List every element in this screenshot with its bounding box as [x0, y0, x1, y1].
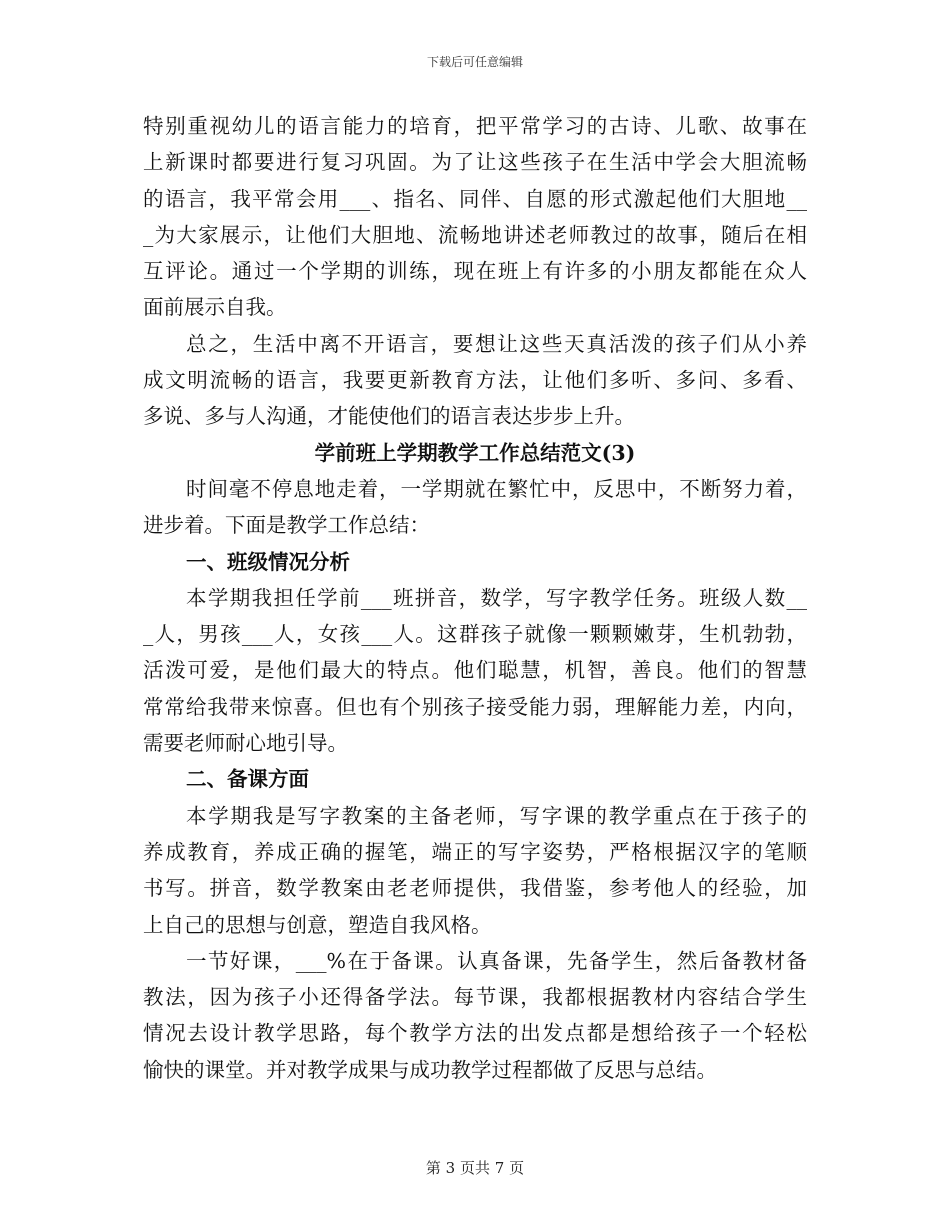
paragraph-line: 本学期我是写字教案的主备老师，写字课的教学重点在于孩子的	[186, 803, 807, 828]
paragraph-line: 一节好课，___%在于备课。认真备课，先备学生，然后备教材备	[186, 948, 807, 973]
paragraph	[143, 326, 807, 435]
paragraph-line: 愉快的课堂。并对教学成果与成功教学过程都做了反思与总结。	[143, 1057, 717, 1082]
paragraph-line: 进步着。下面是教学工作总结：	[143, 513, 430, 538]
paragraph-line: _人，男孩___人，女孩___人。这群孩子就像一颗颗嫩芽，生机勃勃，	[143, 622, 807, 647]
paragraph-line: 多说、多与人沟通，才能使他们的语言表达步步上升。	[143, 404, 635, 429]
paragraph	[143, 798, 807, 943]
paragraph-line: 常常给我带来惊喜。但也有个别孩子接受能力弱，理解能力差，内向，	[143, 694, 807, 719]
paragraph	[143, 580, 807, 761]
section-heading: 一、班级情况分析	[186, 549, 350, 574]
paragraph-line: 教法，因为孩子小还得备学法。每节课，我都根据教材内容结合学生	[143, 985, 807, 1010]
paragraph-line: _为大家展示，让他们大胆地、流畅地讲述老师教过的故事，随后在相	[143, 222, 807, 247]
paragraph-line: 时间毫不停息地走着，一学期就在繁忙中，反思中，不断努力着，	[186, 476, 807, 501]
document-body	[143, 108, 807, 1088]
paragraph	[143, 108, 807, 326]
paragraph-line: 需要老师耐心地引导。	[143, 731, 348, 756]
paragraph-line: 养成教育，养成正确的握笔，端正的写字姿势，严格根据汉字的笔顺	[143, 839, 807, 864]
paragraph-line: 活泼可爱，是他们最大的特点。他们聪慧，机智，善良。他们的智慧	[143, 658, 807, 683]
paragraph-line: 的语言，我平常会用___、指名、同伴、自愿的形式激起他们大胆地__	[143, 186, 807, 211]
page-header: 下载后可任意编辑	[426, 55, 523, 69]
paragraph-line: 上自己的思想与创意，塑造自我风格。	[143, 912, 492, 937]
paragraph-line: 成文明流畅的语言，我要更新教育方法，让他们多听、多问、多看、	[143, 368, 807, 393]
paragraph-line: 互评论。通过一个学期的训练，现在班上有许多的小朋友都能在众人	[143, 259, 807, 284]
paragraph-line: 本学期我担任学前___班拼音，数学，写字教学任务。班级人数__	[186, 585, 807, 610]
paragraph	[143, 471, 807, 544]
paragraph-line: 上新课时都要进行复习巩固。为了让这些孩子在生活中学会大胆流畅	[143, 150, 807, 175]
paragraph-line: 总之，生活中离不开语言，要想让这些天真活泼的孩子们从小养	[186, 331, 807, 356]
paragraph	[143, 943, 807, 1088]
paragraph-line: 书写。拼音，数学教案由老老师提供，我借鉴，参考他人的经验，加	[143, 876, 807, 901]
section-heading: 二、备课方面	[186, 767, 309, 792]
paragraph-line: 情况去设计教学思路，每个教学方法的出发点都是想给孩子一个轻松	[143, 1021, 807, 1046]
section-title: 学前班上学期教学工作总结范文(3)	[314, 440, 636, 465]
paragraph-line: 特别重视幼儿的语言能力的培育，把平常学习的古诗、儿歌、故事在	[143, 114, 807, 138]
paragraph-line: 面前展示自我。	[143, 295, 287, 320]
page-footer: 第 3 页共 7 页	[425, 1159, 525, 1177]
